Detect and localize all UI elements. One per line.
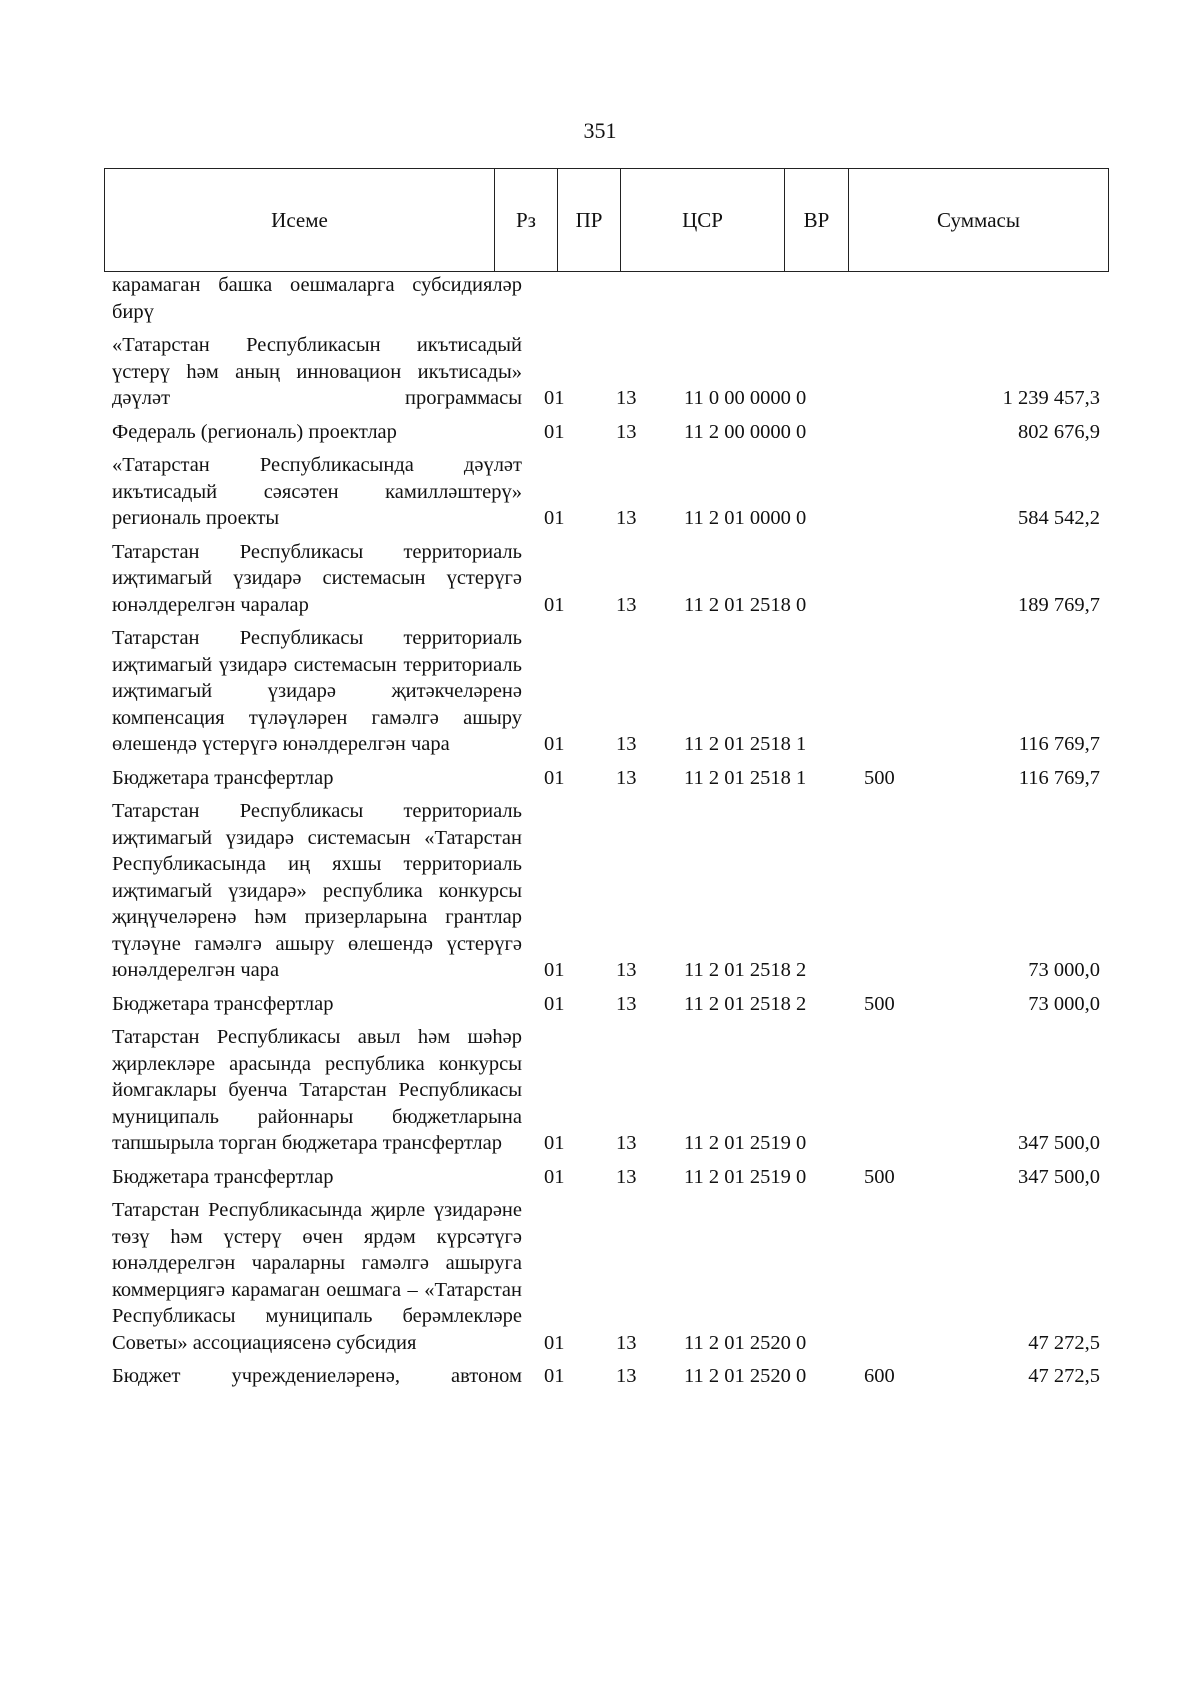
row-sum: 116 769,7 xyxy=(1018,733,1100,755)
row-pr: 13 xyxy=(616,1132,637,1154)
row-rz: 01 xyxy=(544,420,565,443)
row-rz: 01 xyxy=(544,507,565,529)
table-row xyxy=(112,1164,1108,1191)
row-rz: 01 xyxy=(544,959,565,981)
row-sum: 1 239 457,3 xyxy=(1002,387,1100,409)
table-row xyxy=(112,625,1108,758)
row-rz: 01 xyxy=(544,1165,565,1188)
row-vr: 500 xyxy=(864,992,895,1015)
row-sum: 347 500,0 xyxy=(1018,1132,1100,1154)
row-rz: 01 xyxy=(544,593,565,616)
row-pr: 13 xyxy=(616,766,637,789)
row-sum: 802 676,9 xyxy=(1018,420,1100,443)
row-csr: 11 2 01 0000 0 xyxy=(684,507,807,529)
row-pr: 13 xyxy=(616,1165,637,1188)
column-header-csr: ЦСР xyxy=(621,169,785,272)
table-row xyxy=(112,1363,1108,1390)
row-sum: 584 542,2 xyxy=(1018,507,1100,529)
row-name: Федераль (региональ) проектлар xyxy=(112,420,397,443)
row-csr: 11 2 01 2518 1 xyxy=(684,766,807,789)
row-vr: 600 xyxy=(864,1365,895,1387)
row-pr: 13 xyxy=(616,1365,637,1387)
row-csr: 11 2 01 2518 2 xyxy=(684,959,807,981)
row-name: Татарстан Республикасы авыл һәм шәһәр җирлекләре арасында республика конкурсы йомгаклары буенча Татарстан Республикасы муниципаль районнары бюджетларына тапшырыла торган бюджетара трансфертлар xyxy=(112,1026,522,1154)
column-header-name: Исеме xyxy=(105,169,495,272)
row-name: карамаган башка оешмаларга субсидияләр бирү xyxy=(112,274,522,323)
row-pr: 13 xyxy=(616,420,637,443)
row-pr: 13 xyxy=(616,992,637,1015)
row-sum: 47 272,5 xyxy=(1028,1365,1100,1387)
column-header-sum: Суммасы xyxy=(849,169,1109,272)
row-rz: 01 xyxy=(544,387,565,409)
row-rz: 01 xyxy=(544,1132,565,1154)
row-sum: 347 500,0 xyxy=(1018,1165,1100,1188)
table-row xyxy=(112,419,1108,446)
page-number: 351 xyxy=(583,118,617,143)
row-csr: 11 2 01 2520 0 xyxy=(684,1331,807,1354)
row-name: Татарстан Республикасы территориаль иҗтимагый үзидарә системасын «Татарстан Республикасында иң яхшы территориаль иҗтимагый үзидарә» республика конкурсы җиңүчеләренә һәм призерларына грантлар түләүне гамәлгә ашыру өлешендә үстерүгә юнәлдерелгән чара xyxy=(112,800,522,981)
row-sum: 189 769,7 xyxy=(1018,593,1100,616)
row-rz: 01 xyxy=(544,992,565,1015)
column-header-vr: ВР xyxy=(785,169,849,272)
row-csr: 11 0 00 0000 0 xyxy=(684,387,807,409)
row-pr: 13 xyxy=(616,1331,637,1354)
row-name: Бюджетара трансфертлар xyxy=(112,992,334,1015)
row-name: «Татарстан Республикасында дәүләт икътисадый сәясәтен камилләштерү» региональ проекты xyxy=(112,454,522,529)
row-name: Татарстан Республикасы территориаль иҗтимагый үзидарә системасын территориаль иҗтимагый үзидарә җитәкчеләренә компенсация түләүләрен гамәлгә ашыру өлешендә үстерүгә юнәлдерелгән чара xyxy=(112,627,522,755)
table-row xyxy=(112,798,1108,984)
row-pr: 13 xyxy=(616,733,637,755)
row-vr: 500 xyxy=(864,1165,895,1188)
row-sum: 73 000,0 xyxy=(1028,992,1100,1015)
row-rz: 01 xyxy=(544,766,565,789)
table-row xyxy=(112,272,1108,325)
table-row xyxy=(112,765,1108,792)
row-name: Бюджет учреждениеләренә, автоном xyxy=(112,1365,522,1387)
row-rz: 01 xyxy=(544,733,565,755)
row-sum: 116 769,7 xyxy=(1018,766,1100,789)
table-row xyxy=(112,991,1108,1018)
row-csr: 11 2 01 2518 2 xyxy=(684,992,807,1015)
row-csr: 11 2 00 0000 0 xyxy=(684,420,807,443)
table-row xyxy=(112,1024,1108,1157)
row-rz: 01 xyxy=(544,1331,565,1354)
row-csr: 11 2 01 2519 0 xyxy=(684,1132,807,1154)
row-sum: 73 000,0 xyxy=(1028,959,1100,981)
row-csr: 11 2 01 2518 1 xyxy=(684,733,807,755)
table-body xyxy=(112,272,1108,1397)
row-name: Татарстан Республикасында җирле үзидарәне төзү һәм үстерү өчен ярдәм күрсәтүгә юнәлдерелгән чараларны гамәлгә ашыруга коммерциягә карамаган оешмага – «Татарстан Республикасы муниципаль берәмлекләре Советы» ассоциациясенә субсидия xyxy=(112,1199,522,1354)
table-header xyxy=(104,168,1109,272)
column-header-rz: Рз xyxy=(495,169,558,272)
row-rz: 01 xyxy=(544,1365,565,1387)
table-row xyxy=(112,452,1108,532)
row-pr: 13 xyxy=(616,387,637,409)
row-name: Бюджетара трансфертлар xyxy=(112,766,334,789)
column-header-pr: ПР xyxy=(558,169,621,272)
row-pr: 13 xyxy=(616,593,637,616)
row-csr: 11 2 01 2519 0 xyxy=(684,1165,807,1188)
row-csr: 11 2 01 2518 0 xyxy=(684,593,807,616)
row-vr: 500 xyxy=(864,766,895,789)
row-name: Бюджетара трансфертлар xyxy=(112,1165,334,1188)
table-row xyxy=(112,332,1108,412)
row-pr: 13 xyxy=(616,507,637,529)
table-row xyxy=(112,539,1108,619)
table-row xyxy=(112,1197,1108,1356)
row-sum: 47 272,5 xyxy=(1028,1331,1100,1354)
row-name: Татарстан Республикасы территориаль иҗтимагый үзидарә системасын үстерүгә юнәлдерелгән чаралар xyxy=(112,540,522,616)
row-name: «Татарстан Республикасын икътисадый үстерү һәм аның инновацион икътисады» дәүләт программасы xyxy=(112,334,522,409)
row-csr: 11 2 01 2520 0 xyxy=(684,1365,807,1387)
row-pr: 13 xyxy=(616,959,637,981)
